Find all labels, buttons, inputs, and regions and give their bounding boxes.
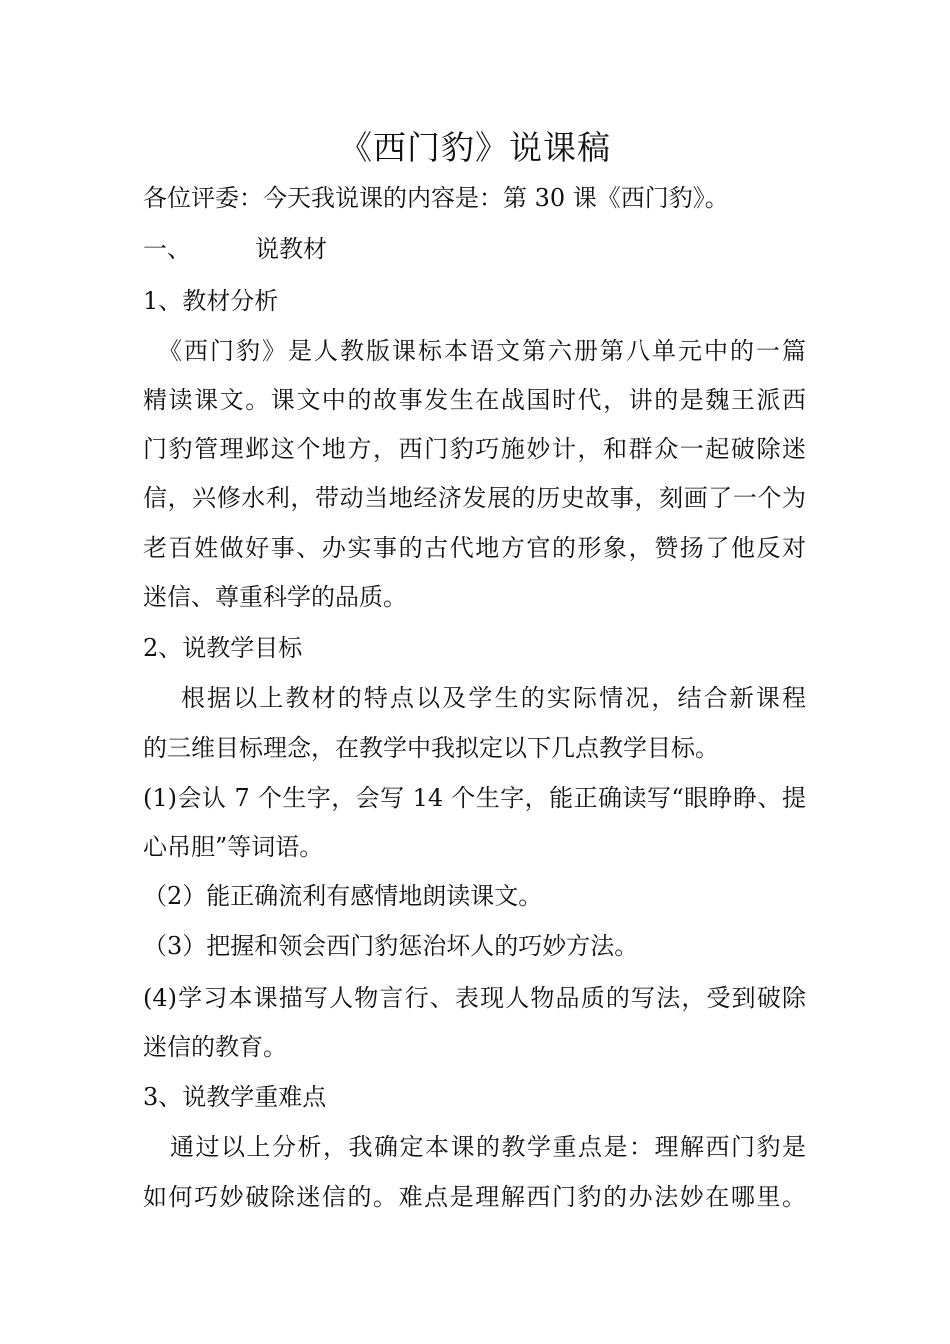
keypoint-line: 如何巧妙破除迷信的。难点是理解西门豹的办法妙在哪里。	[143, 1183, 806, 1211]
goals-intro-line: 的三维目标理念，在教学中我拟定以下几点教学目标。	[143, 734, 719, 762]
goal-item: (1)会认 7 个生字，会写 14 个生字，能正确读写“眼睁睁、提	[143, 784, 806, 812]
goal-item: （2）能正确流利有感情地朗读课文。	[143, 882, 543, 910]
section-number: 一、	[143, 235, 191, 263]
section-title: 说教材	[255, 235, 327, 263]
keypoint-line: 通过以上分析，我确定本课的教学重点是：理解西门豹是	[170, 1133, 806, 1161]
goal-item: 心吊胆”等词语。	[143, 833, 324, 861]
document-title: 《西门豹》说课稿	[339, 128, 611, 167]
subsection-heading-keypoints: 3、说教学重难点	[143, 1083, 327, 1111]
intro-line: 各位评委：今天我说课的内容是：第 30 课《西门豹》。	[143, 184, 729, 212]
subsection-heading-analysis: 1、教材分析	[143, 287, 279, 315]
analysis-line: 老百姓做好事、办实事的古代地方官的形象，赞扬了他反对	[143, 534, 806, 562]
goal-item: （3）把握和领会西门豹惩治坏人的巧妙方法。	[143, 932, 639, 960]
analysis-line: 迷信、尊重科学的品质。	[143, 583, 407, 611]
goal-item: (4)学习本课描写人物言行、表现人物品质的写法，受到破除	[143, 984, 806, 1012]
analysis-line: 《西门豹》是人教版课标本语文第六册第八单元中的一篇	[158, 337, 806, 365]
analysis-line: 门豹管理邺这个地方，西门豹巧施妙计，和群众一起破除迷	[143, 435, 806, 463]
analysis-line: 精读课文。课文中的故事发生在战国时代，讲的是魏王派西	[143, 386, 806, 414]
analysis-line: 信，兴修水利，带动当地经济发展的历史故事，刻画了一个为	[143, 484, 806, 512]
goals-intro-line: 根据以上教材的特点以及学生的实际情况，结合新课程	[181, 684, 806, 712]
subsection-heading-goals: 2、说教学目标	[143, 634, 303, 662]
goal-item: 迷信的教育。	[143, 1033, 287, 1061]
section-heading	[143, 232, 327, 266]
